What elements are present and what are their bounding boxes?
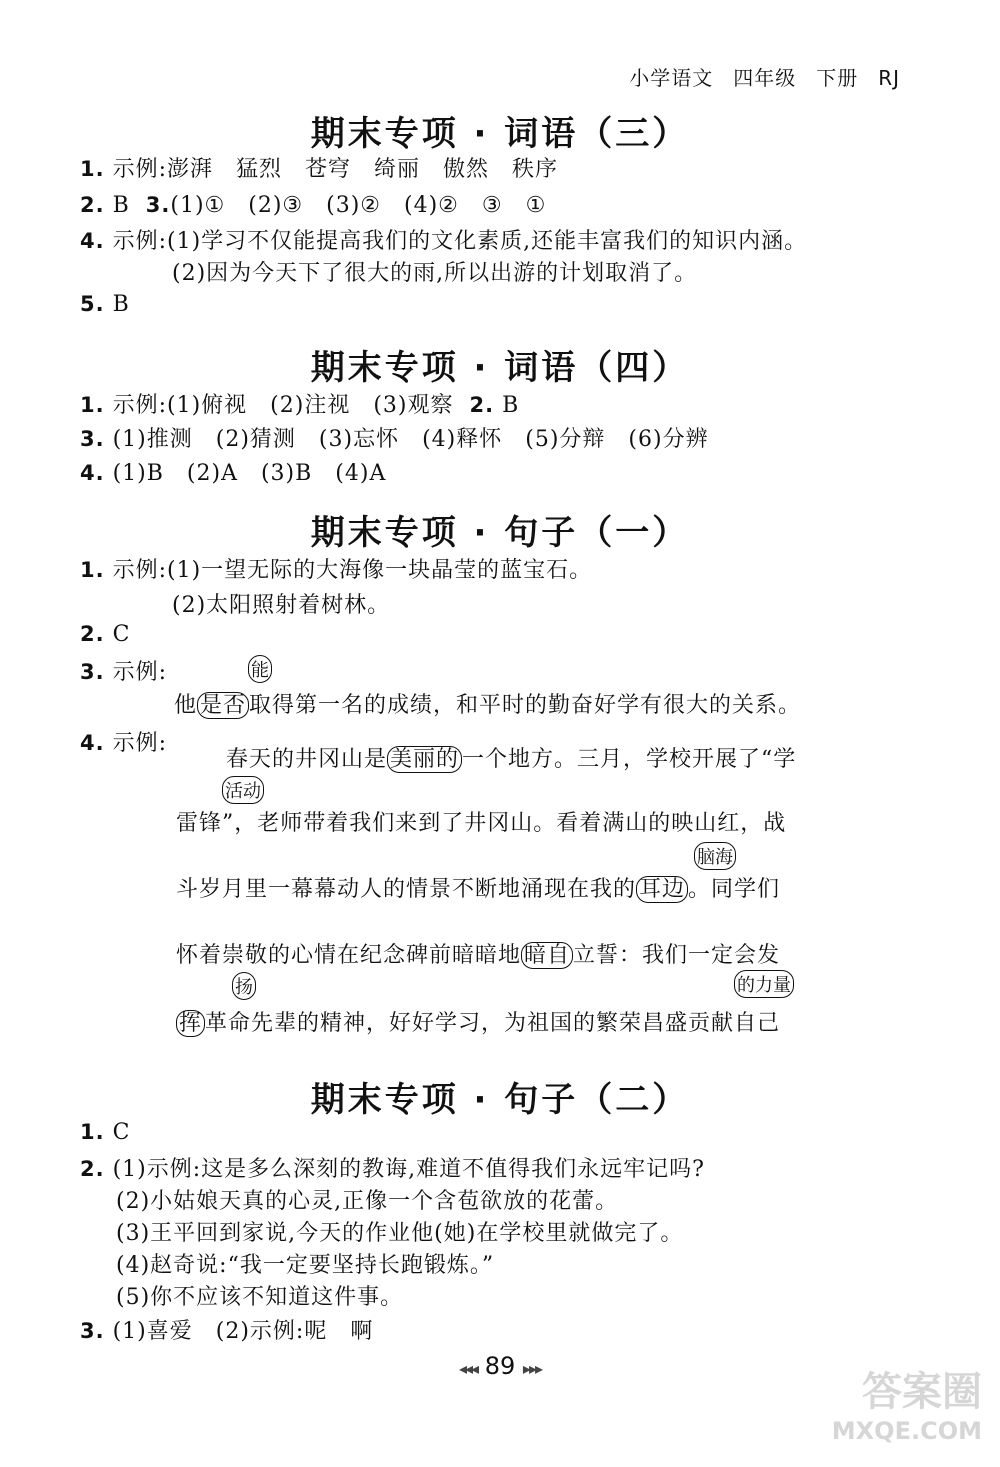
header-grade: 四年级	[733, 66, 797, 90]
answer-line: (5)你不应该不知道这件事。	[116, 1285, 404, 1310]
left-arrows-icon: ◂◂◂	[458, 1359, 478, 1378]
answer-line: 2. (1)示例:这是多么深刻的教诲,难道不值得我们永远牢记吗?	[80, 1157, 705, 1182]
answer-line: 4. 示例:(1)学习不仅能提高我们的文化素质,还能丰富我们的知识内涵。	[80, 229, 808, 254]
section-title-sentences-2: 期末专项 · 句子（二）	[310, 1080, 690, 1120]
answer-line: (2)小姑娘天真的心灵,正像一个含苞欲放的花蕾。	[116, 1189, 619, 1214]
answer-line: 1. 示例:(1)一望无际的大海像一块晶莹的蓝宝石。	[80, 558, 593, 583]
correction-annotation: 脑海	[694, 842, 736, 870]
watermark: 答案圈 MXQE.COM	[831, 1369, 982, 1445]
header-edition: RJ	[878, 66, 900, 90]
correction-annotation: 的力量	[734, 970, 794, 998]
header-volume: 下册	[816, 66, 859, 90]
right-arrows-icon: ▸▸▸	[522, 1359, 541, 1378]
marked-word: 是否	[197, 692, 249, 719]
edited-paragraph-line: 挥 革命先辈的精神，好好学习，为祖国的繁荣昌盛贡献自己	[176, 1006, 780, 1037]
answer-line: (4)赵奇说:“我一定要坚持长跑锻炼。”	[116, 1253, 495, 1278]
answer-line: 3. (1)喜爱 (2)示例:呢 啊	[80, 1319, 374, 1344]
answer-line: 2. B 3.(1)① (2)③ (3)② (4)② ③ ①	[80, 193, 547, 218]
edited-paragraph-line: 斗岁月里一幕幕动人的情景不断地涌现在我的 耳边 。同学们	[176, 877, 781, 902]
section-title-words-3: 期末专项 · 词语（三）	[310, 114, 690, 154]
answer-line: 1. 示例:(1)俯视 (2)注视 (3)观察 2. B	[80, 393, 520, 418]
correction-annotation: 能	[248, 655, 272, 683]
answer-line: 2. C	[80, 622, 131, 647]
marked-word: 暗自	[521, 942, 573, 969]
answer-line: 4. (1)B (2)A (3)B (4)A	[80, 461, 387, 486]
marked-word: 美丽的	[387, 746, 462, 773]
answer-line: 4. 示例:	[80, 731, 168, 756]
answer-line: (3)王平回到家说,今天的作业他(她)在学校里就做完了。	[116, 1221, 684, 1246]
marked-word: 挥	[176, 1010, 205, 1037]
page-number: ◂◂◂ 89 ▸▸▸	[458, 1352, 541, 1380]
edited-paragraph-line: 春天的井冈山是 美丽的 一个地方。三月，学校开展了“学	[226, 747, 797, 772]
answer-line: 3. 示例:	[80, 660, 168, 685]
answer-line: (2)因为今天下了很大的雨,所以出游的计划取消了。	[172, 261, 698, 286]
edited-paragraph-line: 雷锋”，老师带着我们来到了井冈山。看着满山的映山红，战	[176, 811, 787, 836]
answer-line: 1. C	[80, 1120, 131, 1145]
answer-line: 3. (1)推测 (2)猜测 (3)忘怀 (4)释怀 (5)分辩 (6)分辨	[80, 427, 709, 452]
answer-line: 5. B	[80, 292, 130, 317]
edited-paragraph-line: 怀着崇敬的心情在纪念碑前暗暗地 暗自 立誓：我们一定会发	[176, 943, 781, 968]
marked-word: 耳边	[636, 876, 688, 903]
section-title-words-4: 期末专项 · 词语（四）	[310, 348, 690, 388]
answer-line: (2)太阳照射着树林。	[172, 593, 391, 618]
page-header	[609, 62, 900, 91]
header-subject: 小学语文	[629, 66, 714, 90]
correction-annotation: 扬	[232, 972, 256, 1000]
answer-line: 1. 示例:澎湃 猛烈 苍穹 绮丽 傲然 秩序	[80, 157, 559, 182]
section-title-sentences-1: 期末专项 · 句子（一）	[310, 513, 690, 553]
correction-annotation: 活动	[222, 776, 264, 804]
edited-sentence: 他 是否 取得第一名的成绩，和平时的勤奋好学有很大的关系。	[174, 693, 802, 718]
